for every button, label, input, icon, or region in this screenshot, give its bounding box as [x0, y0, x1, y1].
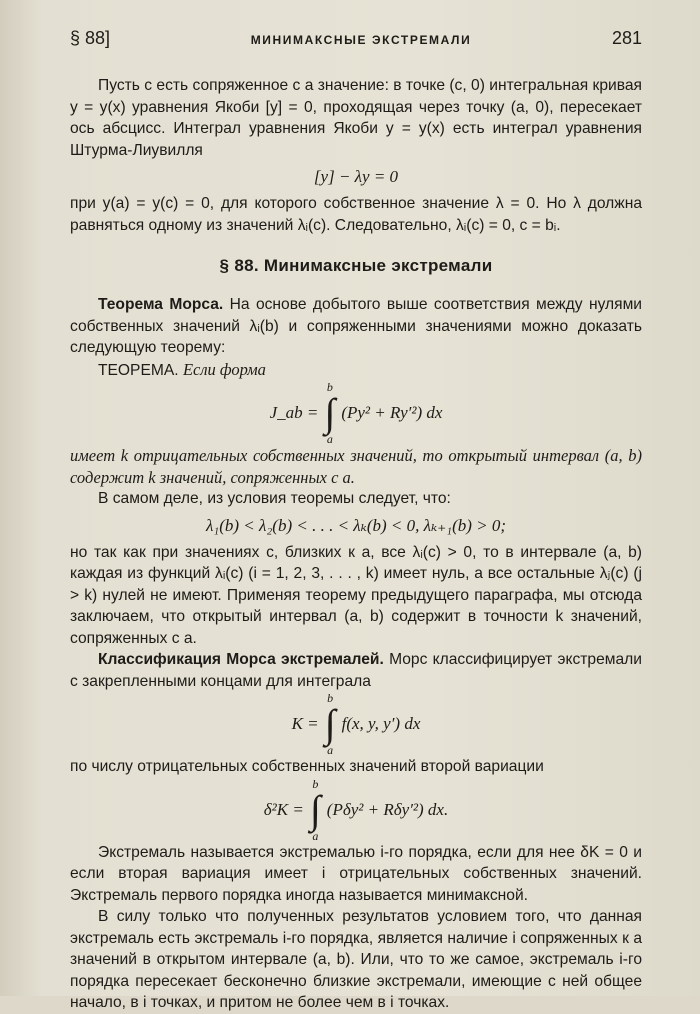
integral-lower-limit: a: [312, 828, 319, 843]
equation-functional-k: [70, 692, 642, 756]
integral-sign: [324, 381, 335, 445]
equation-eigenvalue-order: λ₁(b) < λ₂(b) < . . . < λₖ(b) < 0, λₖ₊₁(b) > 0;: [205, 515, 507, 535]
integral-symbol: ∫: [309, 786, 321, 832]
theorem-statement-intro: [70, 359, 642, 382]
section-reference: § 88]: [70, 28, 111, 48]
paragraph-second-variation-intro: по числу отрицательных собственных значений второй вариации: [70, 758, 544, 775]
paragraph-proof-start: В самом деле, из условия теоремы следует, что:: [98, 490, 451, 507]
paragraph-morse-theorem: [70, 294, 642, 359]
theorem-label: ТЕОРЕМА.: [98, 361, 179, 379]
eq-integrand: (Py² + Ry′²) dx: [341, 403, 443, 422]
equation-second-variation: [70, 778, 642, 842]
classification-text: Морс классифицирует экстремали с закрепленными концами для интеграла: [70, 651, 642, 690]
paragraph-extremal-order: В силу только что полученных результатов условием того, что данная экстремаль есть экстремаль i-го порядка, является наличие i сопряженных к a значений в открытом интервале (a, b). Или, что то же самое, экстремаль i-го порядка пересекает бесконечно близкие экстремали, имеющие с ней общее начало, в i точках, и притом не более чем в i точках.: [70, 908, 642, 1011]
paragraph-extremal-definition: Экстремаль называется экстремалью i-го порядка, если для нее δK = 0 и если вторая вариация имеет i отрицательных собственных значений. Экстремаль первого порядка иногда называется минимаксной.: [70, 843, 642, 904]
integral-sign: [325, 692, 336, 756]
equation-quadratic-form: [70, 381, 642, 445]
section-title: § 88. Минимаксные экстремали: [219, 256, 493, 275]
morse-theorem-heading: Теорема Морса.: [98, 296, 224, 313]
page-number: 281: [611, 28, 642, 48]
theorem-if-form: Если форма: [182, 359, 266, 379]
integral-upper-limit: b: [326, 380, 333, 394]
paragraph-conjugate-value: Пусть c есть сопряженное с a значение: в точке (c, 0) интегральная кривая y = y(x) уравнения Якоби [y] = 0, проходящая через точку (a, 0), пересекает ось абсцисс. Интеграл уравнения Якоби y = y(x) есть интеграл уравнения Штурма-Лиувилля: [70, 77, 642, 159]
paragraph-eigenvalue: при y(a) = y(c) = 0, для которого собственное значение λ = 0. Но λ должна равняться одному из значений λᵢ(c). Следовательно, λᵢ(c) = 0, c = bᵢ.: [70, 195, 642, 234]
eq-lhs-delta2k: δ²K =: [263, 799, 304, 819]
integral-lower-limit: a: [326, 432, 333, 446]
equation-sturm-liouville: [y] − λy = 0: [313, 167, 399, 186]
integral-sign: [310, 778, 321, 842]
morse-theorem-text: На основе добытого выше соответствия между нулями собственных значений λᵢ(b) и сопряженными значениями можно доказать следующую теорему:: [70, 296, 642, 356]
eq-lhs-k: K =: [291, 714, 319, 733]
integral-lower-limit: a: [327, 743, 334, 757]
integral-upper-limit: b: [312, 776, 319, 791]
integral-symbol: ∫: [324, 701, 336, 746]
theorem-body: имеет k отрицательных собственных значений, то открытый интервал (a, b) содержит k значений, сопряженных с a.: [70, 446, 642, 487]
integral-upper-limit: b: [327, 691, 334, 705]
eq-lhs-jab: J_ab =: [269, 403, 319, 422]
eq-integrand: (Pδy² + Rδy′²) dx.: [326, 799, 449, 819]
paragraph-morse-classification: [70, 649, 642, 692]
classification-heading: Классификация Морса экстремалей.: [98, 651, 384, 668]
integral-symbol: ∫: [324, 390, 336, 435]
eq-integrand: f(x, y, y′) dx: [341, 714, 421, 733]
chapter-title: МИНИМАКСНЫЕ ЭКСТРЕМАЛИ: [250, 33, 472, 47]
paragraph-proof: но так как при значениях c, близких к a, все λᵢ(c) > 0, то в интервале (a, b) каждая из функций λᵢ(c) (i = 1, 2, 3, . . . , k) имеет нуль, а все остальные λⱼ(c) (j > k) нулей не имеют. Применяя теорему предыдущего параграфа, мы отсюда заключаем, что открытый интервал (a, b) содержит в точности k значений, сопряженных с a.: [70, 543, 642, 647]
running-head: [70, 28, 642, 49]
